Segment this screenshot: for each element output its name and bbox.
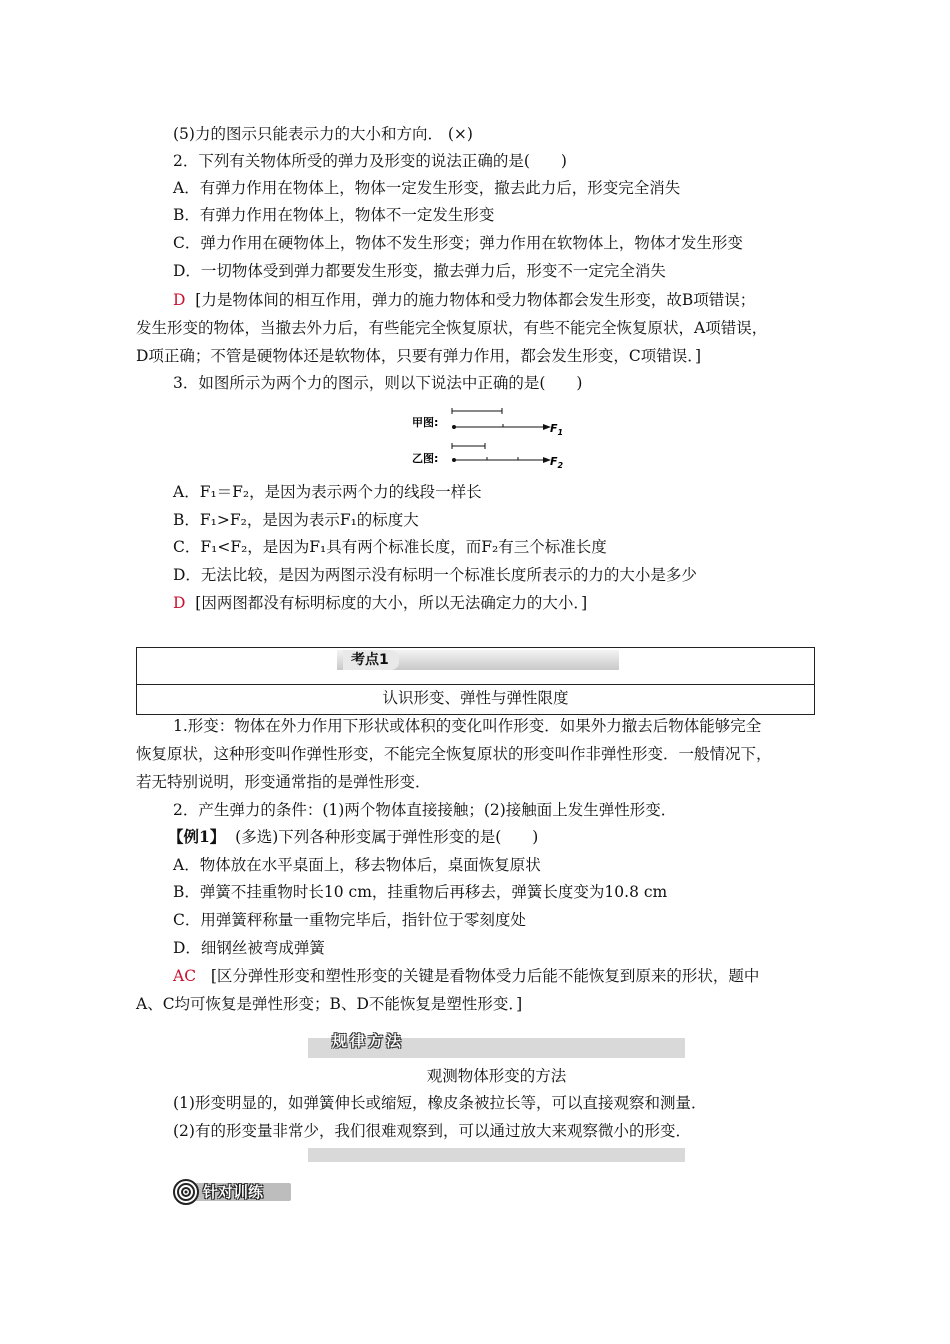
method-item-1: (1)形变明显的，如弹簧伸长或缩短，橡皮条被拉长等，可以直接观察和测量． bbox=[173, 1094, 707, 1112]
q3-option-c: C．F₁<F₂，是因为F₁具有两个标准长度，而F₂有三个标准长度 bbox=[173, 538, 607, 556]
force-diagram bbox=[410, 408, 580, 470]
example1-option-b: B．弹簧不挂重物时长10 cm，挂重物后再移去，弹簧长度变为10.8 cm bbox=[173, 883, 668, 901]
kaodian-divider bbox=[137, 684, 814, 685]
example1-option-c: C．用弹簧秤称量一重物完毕后，指针位于零刻度处 bbox=[173, 911, 526, 929]
method-banner bbox=[308, 1032, 685, 1058]
f1-label: $F_1$ bbox=[550, 422, 564, 437]
kaodian-title: 认识形变、弹性与弹性限度 bbox=[382, 689, 569, 707]
q2-explanation-2: 发生形变的物体，当撤去外力后，有些能完全恢复原状，有些不能完全恢复原状，A项错误， bbox=[136, 319, 768, 337]
q3-stem: 3．如图所示为两个力的图示，则以下说法中正确的是( ) bbox=[173, 374, 583, 392]
q2-option-a: A．有弹力作用在物体上，物体一定发生形变，撤去此力后，形变完全消失 bbox=[173, 179, 681, 197]
example1-answer: AC bbox=[173, 967, 197, 985]
q3-option-b: B．F₁>F₂，是因为表示F₁的标度大 bbox=[173, 511, 419, 529]
content-p1-line3: 若无特别说明，形变通常指的是弹性形变． bbox=[136, 773, 431, 791]
training-banner bbox=[173, 1178, 293, 1204]
q2-answer-row bbox=[173, 290, 755, 310]
q2-answer: D bbox=[173, 291, 186, 309]
content-p2: 2．产生弹力的条件：(1)两个物体直接接触；(2)接触面上发生弹性形变． bbox=[173, 801, 677, 819]
q2-option-c: C．弹力作用在硬物体上，物体不发生形变；弹力作用在软物体上，物体才发生形变 bbox=[173, 234, 743, 252]
q3-explanation: [因两图都没有标明标度的大小，所以无法确定力的大小．] bbox=[195, 594, 588, 612]
kaodian-tab bbox=[337, 650, 619, 670]
training-tag: 针对训练 bbox=[203, 1183, 264, 1201]
q2-option-d: D．一切物体受到弹力都要发生形变，撤去弹力后，形变不一定完全消失 bbox=[173, 262, 666, 280]
example1-explanation-2: A、C均可恢复是弹性形变；B、D不能恢复是塑性形变．] bbox=[136, 995, 523, 1013]
content-p1-line1: 1.形变：物体在外力作用下形状或体积的变化叫作形变．如果外力撤去后物体能够完全 bbox=[173, 717, 762, 735]
example1-stem-row bbox=[168, 827, 538, 847]
method-tag: 规律方法 bbox=[332, 1032, 405, 1050]
kaodian-tag: 考点1 bbox=[343, 650, 399, 670]
q3-answer-row bbox=[173, 593, 587, 613]
q3-answer: D bbox=[173, 594, 186, 612]
example1-option-a: A．物体放在水平桌面上，移去物体后，桌面恢复原状 bbox=[173, 856, 541, 874]
judge-item-5: (5)力的图示只能表示力的大小和方向． (×) bbox=[173, 125, 473, 143]
q3-option-a: A．F₁＝F₂，是因为表示两个力的线段一样长 bbox=[173, 483, 482, 501]
example1-option-d: D．细钢丝被弯成弹簧 bbox=[173, 939, 325, 957]
example1-tag: 【例1】 bbox=[168, 827, 226, 846]
yi-label: 乙图: bbox=[412, 452, 439, 465]
f2-label: $F_2$ bbox=[550, 455, 564, 470]
example1-answer-row bbox=[173, 966, 759, 986]
jia-label: 甲图: bbox=[412, 416, 439, 429]
example1-explanation-1: [区分弹性形变和塑性形变的关键是看物体受力后能不能恢复到原来的形状，题中 bbox=[210, 967, 760, 985]
example1-stem: (多选)下列各种形变属于弹性形变的是( ) bbox=[235, 828, 539, 846]
method-title: 观测物体形变的方法 bbox=[426, 1067, 567, 1085]
q2-stem: 2．下列有关物体所受的弹力及形变的说法正确的是( ) bbox=[173, 152, 567, 170]
method-bottom-bar bbox=[308, 1148, 685, 1162]
content-p1-line2: 恢复原状，这种形变叫作弹性形变，不能完全恢复原状的形变叫作非弹性形变．一般情况下， bbox=[136, 745, 772, 763]
kaodian-box bbox=[136, 647, 815, 715]
q2-explanation-1: [力是物体间的相互作用，弹力的施力物体和受力物体都会发生形变，故B项错误； bbox=[195, 291, 756, 309]
target-icon bbox=[173, 1178, 201, 1206]
q2-option-b: B．有弹力作用在物体上，物体不一定发生形变 bbox=[173, 206, 495, 224]
q2-explanation-3: D项正确；不管是硬物体还是软物体，只要有弹力作用，都会发生形变，C项错误．] bbox=[136, 347, 702, 365]
method-item-2: (2)有的形变量非常少，我们很难观察到，可以通过放大来观察微小的形变． bbox=[173, 1122, 691, 1140]
q3-option-d: D．无法比较，是因为两图示没有标明一个标准长度所表示的力的大小是多少 bbox=[173, 566, 697, 584]
